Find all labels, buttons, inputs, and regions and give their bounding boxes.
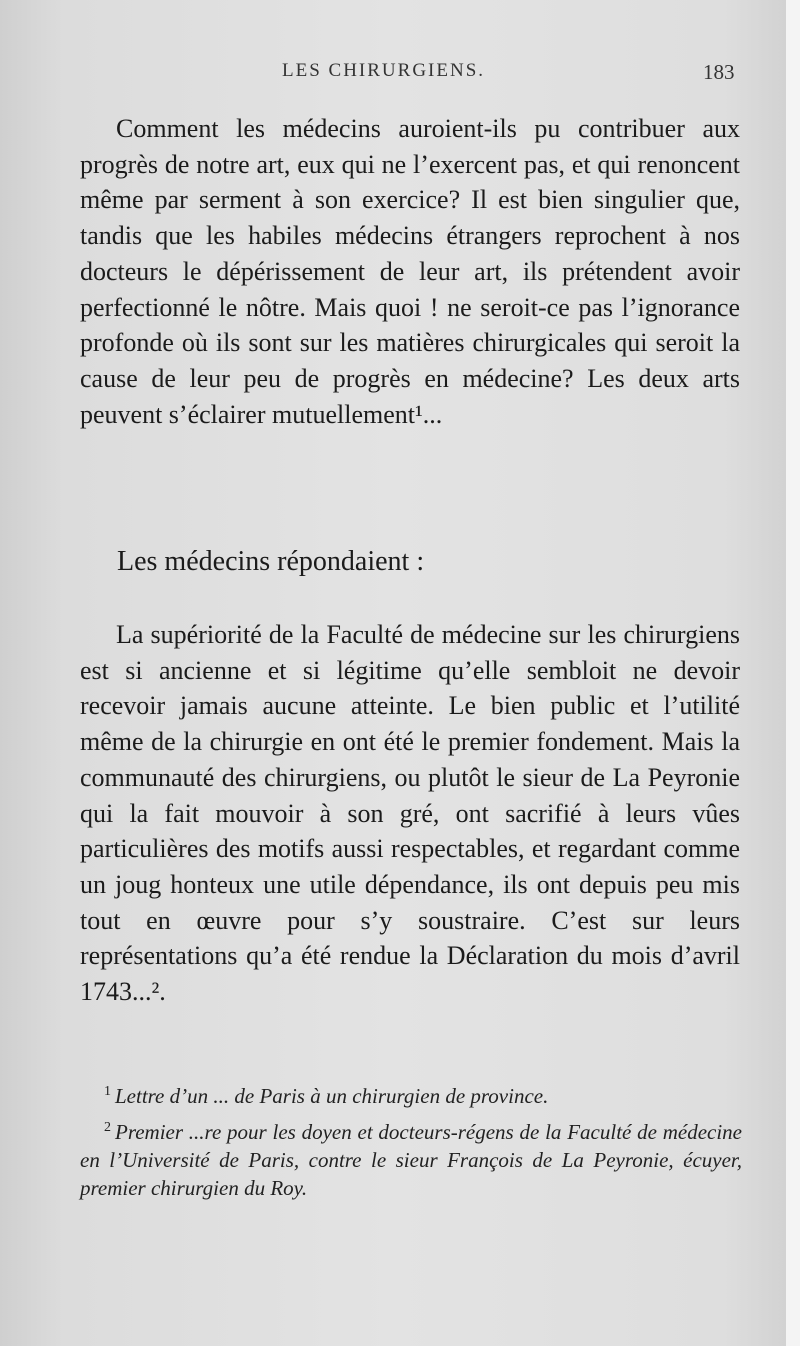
subheading: Les médecins répondaient : <box>117 546 425 577</box>
page-edge <box>786 0 800 1346</box>
page-number: 183 <box>703 60 735 84</box>
footnote-2 <box>80 1118 742 1202</box>
body-paragraph-2 <box>80 617 740 1010</box>
running-head: LES CHIRURGIENS. <box>282 60 486 81</box>
body-paragraph-1 <box>80 111 740 432</box>
footnote-text: Premier ...re pour les doyen et docteurs-régens de la Faculté de médecine en l’Université de Paris, contre le sieur François de La Peyronie, écuyer, premier chirurgien du Roy. <box>80 1120 742 1200</box>
footnotes <box>80 1082 742 1210</box>
paragraph-text: Comment les médecins auroient-ils pu contribuer aux progrès de notre art, eux qui ne l’exercent pas, et qui renoncent même par serment à son exercice? Il est bien singulier que, tandis que les habiles médecins étrangers reprochent à nos docteurs le dépérissement de leur art, ils prétendent avoir perfectionné le nôtre. Mais quoi ! ne seroit-ce pas l’ignorance profonde où ils sont sur les matières chirurgicales qui seroit la cause de leur peu de progrès en médecine? Les deux arts peuvent s’éclairer mutuellement¹... <box>80 114 740 429</box>
footnote-marker: 2 <box>104 1120 111 1135</box>
footnote-1 <box>80 1082 742 1110</box>
paragraph-text: La supériorité de la Faculté de médecine sur les chirurgiens est si ancienne et si légitime qu’elle sembloit ne devoir recevoir jamais aucune atteinte. Le bien public et l’utilité même de la chirurgie en ont été le premier fondement. Mais la communauté des chirurgiens, ou plutôt le sieur de La Peyronie qui la fait mouvoir à son gré, ont sacrifié à leurs vûes particulières des motifs aussi respectables, et regardant comme un joug honteux une utile dépendance, ils ont depuis peu mis tout en œuvre pour s’y soustraire. C’est sur leurs représentations qu’a été rendue la Déclaration du mois d’avril 1743...². <box>80 620 740 1007</box>
footnote-marker: 1 <box>104 1084 111 1099</box>
footnote-text: Lettre d’un ... de Paris à un chirurgien de province. <box>115 1084 549 1108</box>
